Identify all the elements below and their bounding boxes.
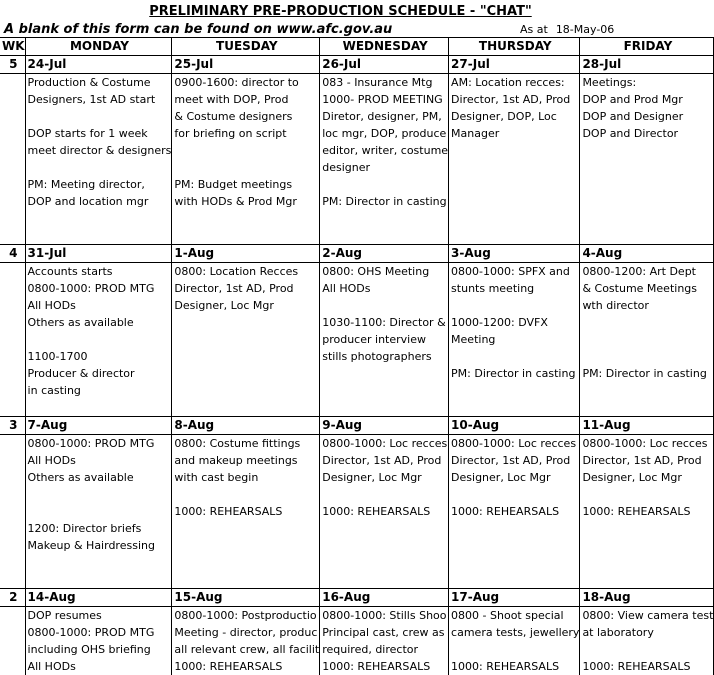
week-date-row bbox=[0, 245, 714, 263]
entry-cell[interactable]: 0800-1000: Postproductio bbox=[172, 607, 320, 625]
schedule-row bbox=[0, 142, 714, 159]
entry-cell[interactable]: 0800-1000: SPFX and bbox=[449, 263, 580, 281]
entry-cell[interactable]: All HODs bbox=[25, 452, 172, 469]
week-spacer bbox=[0, 641, 25, 658]
week-spacer bbox=[0, 624, 25, 641]
entry-cell[interactable] bbox=[320, 537, 449, 554]
entry-cell[interactable]: 0800-1000: PROD MTG bbox=[25, 435, 172, 453]
entry-cell[interactable]: 1000-1200: DVFX bbox=[449, 314, 580, 331]
date-cell: 7-Aug bbox=[25, 417, 172, 435]
schedule-row bbox=[0, 280, 714, 297]
week-spacer bbox=[0, 348, 25, 365]
entry-cell[interactable]: AM: Location recces: bbox=[449, 74, 580, 92]
as-at bbox=[520, 23, 622, 36]
entry-cell[interactable]: DOP and Designer bbox=[580, 108, 714, 125]
entry-cell[interactable] bbox=[320, 176, 449, 193]
entry-cell[interactable]: 1000: REHEARSALS bbox=[449, 658, 580, 675]
entry-cell[interactable]: Director, 1st AD, Prod bbox=[449, 91, 580, 108]
entry-cell[interactable]: camera tests, jewellery bbox=[449, 624, 580, 641]
entry-cell[interactable] bbox=[320, 399, 449, 417]
week-spacer bbox=[0, 280, 25, 297]
entry-cell[interactable] bbox=[449, 297, 580, 314]
schedule-row bbox=[0, 74, 714, 92]
week-spacer bbox=[0, 571, 25, 589]
entry-cell[interactable] bbox=[580, 537, 714, 554]
form-note: A blank of this form can be found on www.afc.gov.au bbox=[4, 22, 393, 37]
entry-cell[interactable]: PM: Meeting director, bbox=[25, 176, 172, 193]
entry-cell[interactable]: DOP starts for 1 week bbox=[25, 125, 172, 142]
date-cell: 16-Aug bbox=[320, 589, 449, 607]
entry-cell[interactable] bbox=[580, 382, 714, 399]
week-date-row bbox=[0, 417, 714, 435]
week-spacer bbox=[0, 331, 25, 348]
entry-cell[interactable]: 1000: REHEARSALS bbox=[449, 503, 580, 520]
entry-cell[interactable]: PM: Director in casting bbox=[449, 365, 580, 382]
entry-cell[interactable]: Accounts starts bbox=[25, 263, 172, 281]
entry-cell[interactable] bbox=[320, 571, 449, 589]
entry-cell[interactable]: Director, 1st AD, Prod bbox=[449, 452, 580, 469]
entry-cell[interactable]: 0800-1000: PROD MTG bbox=[25, 280, 172, 297]
entry-cell[interactable]: meet with DOP, Prod bbox=[172, 91, 320, 108]
schedule-row bbox=[0, 210, 714, 227]
date-cell: 3-Aug bbox=[449, 245, 580, 263]
header-wk: WK bbox=[0, 38, 25, 56]
entry-cell[interactable]: 1100-1700 bbox=[25, 348, 172, 365]
entry-cell[interactable] bbox=[449, 210, 580, 227]
week-number: 4 bbox=[0, 245, 25, 263]
date-cell: 14-Aug bbox=[25, 589, 172, 607]
date-cell: 26-Jul bbox=[320, 56, 449, 74]
entry-cell[interactable]: Designer, Loc Mgr bbox=[449, 469, 580, 486]
header-row bbox=[0, 38, 714, 56]
entry-cell[interactable] bbox=[172, 365, 320, 382]
date-cell: 8-Aug bbox=[172, 417, 320, 435]
entry-cell[interactable]: Principal cast, crew as bbox=[320, 624, 449, 641]
week-spacer bbox=[0, 607, 25, 625]
entry-cell[interactable] bbox=[172, 520, 320, 537]
schedule-row bbox=[0, 227, 714, 245]
date-cell: 25-Jul bbox=[172, 56, 320, 74]
entry-cell[interactable]: 0800-1000: Loc recces bbox=[320, 435, 449, 453]
week-spacer bbox=[0, 210, 25, 227]
entry-cell[interactable] bbox=[172, 227, 320, 245]
entry-cell[interactable]: 0900-1600: director to bbox=[172, 74, 320, 92]
entry-cell[interactable] bbox=[25, 108, 172, 125]
entry-cell[interactable] bbox=[320, 382, 449, 399]
entry-cell[interactable]: Diretor, designer, PM, bbox=[320, 108, 449, 125]
schedule-row bbox=[0, 607, 714, 625]
schedule-row bbox=[0, 263, 714, 281]
week-spacer bbox=[0, 91, 25, 108]
entry-cell[interactable] bbox=[580, 193, 714, 210]
entry-cell[interactable]: 1000: REHEARSALS bbox=[172, 658, 320, 675]
schedule-row bbox=[0, 382, 714, 399]
week-spacer bbox=[0, 435, 25, 453]
entry-cell[interactable]: 0800-1000: Loc recces bbox=[580, 435, 714, 453]
entry-cell[interactable] bbox=[25, 331, 172, 348]
entry-cell[interactable] bbox=[320, 365, 449, 382]
entry-cell[interactable]: wth director bbox=[580, 297, 714, 314]
entry-cell[interactable]: 1000: REHEARSALS bbox=[172, 503, 320, 520]
entry-cell[interactable]: DOP and Prod Mgr bbox=[580, 91, 714, 108]
entry-cell[interactable]: Designer, Loc Mgr bbox=[320, 469, 449, 486]
entry-cell[interactable]: PM: Director in casting bbox=[320, 193, 449, 210]
entry-cell[interactable]: Others as available bbox=[25, 469, 172, 486]
entry-cell[interactable]: PM: Budget meetings bbox=[172, 176, 320, 193]
entry-cell[interactable]: 1000: REHEARSALS bbox=[320, 658, 449, 675]
week-spacer bbox=[0, 452, 25, 469]
entry-cell[interactable] bbox=[449, 641, 580, 658]
entry-cell[interactable]: DOP and location mgr bbox=[25, 193, 172, 210]
schedule-row bbox=[0, 193, 714, 210]
schedule-row bbox=[0, 452, 714, 469]
date-cell: 10-Aug bbox=[449, 417, 580, 435]
entry-cell[interactable]: 1000- PROD MEETING bbox=[320, 91, 449, 108]
entry-cell[interactable]: Producer & director bbox=[25, 365, 172, 382]
schedule-row bbox=[0, 641, 714, 658]
week-spacer bbox=[0, 193, 25, 210]
entry-cell[interactable] bbox=[172, 399, 320, 417]
schedule-row bbox=[0, 108, 714, 125]
entry-cell[interactable] bbox=[580, 159, 714, 176]
entry-cell[interactable]: 0800: Location Recces bbox=[172, 263, 320, 281]
entry-cell[interactable]: Manager bbox=[449, 125, 580, 142]
entry-cell[interactable]: 0800-1000: PROD MTG bbox=[25, 624, 172, 641]
entry-cell[interactable]: with HODs & Prod Mgr bbox=[172, 193, 320, 210]
entry-cell[interactable]: All HODs bbox=[25, 658, 172, 675]
entry-cell[interactable] bbox=[172, 382, 320, 399]
entry-cell[interactable] bbox=[580, 176, 714, 193]
entry-cell[interactable]: All HODs bbox=[320, 280, 449, 297]
entry-cell[interactable]: in casting bbox=[25, 382, 172, 399]
entry-cell[interactable]: required, director bbox=[320, 641, 449, 658]
week-date-row bbox=[0, 56, 714, 74]
entry-cell[interactable] bbox=[449, 399, 580, 417]
entry-cell[interactable]: 083 - Insurance Mtg bbox=[320, 74, 449, 92]
week-spacer bbox=[0, 314, 25, 331]
date-cell: 11-Aug bbox=[580, 417, 714, 435]
week-spacer bbox=[0, 176, 25, 193]
schedule-row bbox=[0, 554, 714, 571]
entry-cell[interactable]: 1030-1100: Director & bbox=[320, 314, 449, 331]
entry-cell[interactable] bbox=[25, 399, 172, 417]
entry-cell[interactable]: 0800: View camera test bbox=[580, 607, 714, 625]
date-cell: 2-Aug bbox=[320, 245, 449, 263]
schedule-row bbox=[0, 624, 714, 641]
entry-cell[interactable] bbox=[172, 537, 320, 554]
entry-cell[interactable] bbox=[580, 399, 714, 417]
entry-cell[interactable] bbox=[449, 142, 580, 159]
entry-cell[interactable]: DOP resumes bbox=[25, 607, 172, 625]
entry-cell[interactable] bbox=[449, 227, 580, 245]
entry-cell[interactable]: for briefing on script bbox=[172, 125, 320, 142]
schedule-row bbox=[0, 125, 714, 142]
entry-cell[interactable] bbox=[172, 331, 320, 348]
header-day: FRIDAY bbox=[580, 38, 714, 56]
entry-cell[interactable] bbox=[25, 503, 172, 520]
date-cell: 18-Aug bbox=[580, 589, 714, 607]
schedule-row bbox=[0, 91, 714, 108]
entry-cell[interactable]: 0800-1200: Art Dept bbox=[580, 263, 714, 281]
entry-cell[interactable]: 0800-1000: Loc recces bbox=[449, 435, 580, 453]
as-at-date: 18-May-06 bbox=[555, 23, 615, 36]
entry-cell[interactable]: Designer, Loc Mgr bbox=[172, 297, 320, 314]
entry-cell[interactable]: PM: Director in casting bbox=[580, 365, 714, 382]
week-number: 3 bbox=[0, 417, 25, 435]
entry-cell[interactable] bbox=[580, 314, 714, 331]
entry-cell[interactable]: producer interview bbox=[320, 331, 449, 348]
entry-cell[interactable] bbox=[25, 159, 172, 176]
entry-cell[interactable] bbox=[172, 554, 320, 571]
header-day: WEDNESDAY bbox=[320, 38, 449, 56]
week-spacer bbox=[0, 365, 25, 382]
entry-cell[interactable] bbox=[580, 641, 714, 658]
entry-cell[interactable]: including OHS briefing bbox=[25, 641, 172, 658]
entry-cell[interactable] bbox=[449, 193, 580, 210]
date-cell: 1-Aug bbox=[172, 245, 320, 263]
entry-cell[interactable] bbox=[449, 520, 580, 537]
entry-cell[interactable] bbox=[580, 520, 714, 537]
date-cell: 24-Jul bbox=[25, 56, 172, 74]
entry-cell[interactable] bbox=[172, 486, 320, 503]
entry-cell[interactable] bbox=[449, 537, 580, 554]
schedule-row bbox=[0, 331, 714, 348]
entry-cell[interactable]: Meeting - director, produc bbox=[172, 624, 320, 641]
schedule-row bbox=[0, 176, 714, 193]
entry-cell[interactable] bbox=[449, 176, 580, 193]
entry-cell[interactable] bbox=[580, 142, 714, 159]
entry-cell[interactable] bbox=[580, 210, 714, 227]
entry-cell[interactable] bbox=[320, 554, 449, 571]
entry-cell[interactable] bbox=[580, 486, 714, 503]
entry-cell[interactable] bbox=[580, 554, 714, 571]
entry-cell[interactable] bbox=[25, 227, 172, 245]
schedule-row bbox=[0, 571, 714, 589]
entry-cell[interactable]: meet director & designers bbox=[25, 142, 172, 159]
entry-cell[interactable]: & Costume Meetings bbox=[580, 280, 714, 297]
entry-cell[interactable]: all relevant crew, all facilit bbox=[172, 641, 320, 658]
entry-cell[interactable]: 1000: REHEARSALS bbox=[320, 503, 449, 520]
entry-cell[interactable]: & Costume designers bbox=[172, 108, 320, 125]
entry-cell[interactable] bbox=[449, 159, 580, 176]
schedule-row bbox=[0, 297, 714, 314]
entry-cell[interactable] bbox=[320, 210, 449, 227]
week-spacer bbox=[0, 537, 25, 554]
entry-cell[interactable]: at laboratory bbox=[580, 624, 714, 641]
entry-cell[interactable] bbox=[172, 314, 320, 331]
schedule-row bbox=[0, 537, 714, 554]
entry-cell[interactable]: Director, 1st AD, Prod bbox=[320, 452, 449, 469]
entry-cell[interactable]: 1000: REHEARSALS bbox=[580, 658, 714, 675]
entry-cell[interactable]: Designer, DOP, Loc bbox=[449, 108, 580, 125]
header-day: TUESDAY bbox=[172, 38, 320, 56]
week-spacer bbox=[0, 382, 25, 399]
date-cell: 31-Jul bbox=[25, 245, 172, 263]
header-day: MONDAY bbox=[25, 38, 172, 56]
date-cell: 27-Jul bbox=[449, 56, 580, 74]
week-number: 5 bbox=[0, 56, 25, 74]
entry-cell[interactable] bbox=[320, 520, 449, 537]
entry-cell[interactable]: 0800-1000: Stills Shoo bbox=[320, 607, 449, 625]
schedule-row bbox=[0, 658, 714, 675]
entry-cell[interactable] bbox=[320, 227, 449, 245]
week-date-row bbox=[0, 589, 714, 607]
week-spacer bbox=[0, 554, 25, 571]
schedule-row bbox=[0, 520, 714, 537]
as-at-label: As at bbox=[520, 23, 548, 36]
week-spacer bbox=[0, 159, 25, 176]
entry-cell[interactable]: and makeup meetings bbox=[172, 452, 320, 469]
schedule-row bbox=[0, 399, 714, 417]
entry-cell[interactable]: Director, 1st AD, Prod bbox=[580, 452, 714, 469]
schedule-row bbox=[0, 314, 714, 331]
entry-cell[interactable] bbox=[25, 571, 172, 589]
week-spacer bbox=[0, 297, 25, 314]
entry-cell[interactable] bbox=[580, 348, 714, 365]
entry-cell[interactable] bbox=[580, 331, 714, 348]
schedule-row bbox=[0, 348, 714, 365]
entry-cell[interactable] bbox=[320, 486, 449, 503]
entry-cell[interactable]: designer bbox=[320, 159, 449, 176]
week-spacer bbox=[0, 469, 25, 486]
entry-cell[interactable]: 0800: Costume fittings bbox=[172, 435, 320, 453]
entry-cell[interactable] bbox=[172, 159, 320, 176]
entry-cell[interactable] bbox=[25, 486, 172, 503]
entry-cell[interactable]: Production & Costume bbox=[25, 74, 172, 92]
date-cell: 28-Jul bbox=[580, 56, 714, 74]
entry-cell[interactable]: Director, 1st AD, Prod bbox=[172, 280, 320, 297]
week-spacer bbox=[0, 227, 25, 245]
week-spacer bbox=[0, 108, 25, 125]
entry-cell[interactable]: DOP and Director bbox=[580, 125, 714, 142]
entry-cell[interactable] bbox=[320, 297, 449, 314]
week-spacer bbox=[0, 503, 25, 520]
entry-cell[interactable] bbox=[449, 571, 580, 589]
entry-cell[interactable] bbox=[172, 571, 320, 589]
week-spacer bbox=[0, 486, 25, 503]
schedule-grid bbox=[0, 37, 714, 675]
entry-cell[interactable] bbox=[172, 348, 320, 365]
entry-cell[interactable] bbox=[580, 571, 714, 589]
entry-cell[interactable] bbox=[25, 554, 172, 571]
entry-cell[interactable]: Designer, Loc Mgr bbox=[580, 469, 714, 486]
entry-cell[interactable] bbox=[449, 486, 580, 503]
entry-cell[interactable]: loc mgr, DOP, produce bbox=[320, 125, 449, 142]
date-cell: 15-Aug bbox=[172, 589, 320, 607]
week-spacer bbox=[0, 74, 25, 92]
week-spacer bbox=[0, 399, 25, 417]
week-spacer bbox=[0, 142, 25, 159]
entry-cell[interactable]: editor, writer, costume bbox=[320, 142, 449, 159]
schedule-row bbox=[0, 469, 714, 486]
entry-cell[interactable]: Meeting bbox=[449, 331, 580, 348]
entry-cell[interactable]: Designers, 1st AD start bbox=[25, 91, 172, 108]
header-day: THURSDAY bbox=[449, 38, 580, 56]
schedule-row bbox=[0, 435, 714, 453]
entry-cell[interactable]: 1000: REHEARSALS bbox=[580, 503, 714, 520]
entry-cell[interactable]: Meetings: bbox=[580, 74, 714, 92]
entry-cell[interactable] bbox=[580, 227, 714, 245]
date-cell: 4-Aug bbox=[580, 245, 714, 263]
week-number: 2 bbox=[0, 589, 25, 607]
entry-cell[interactable] bbox=[449, 348, 580, 365]
entry-cell[interactable]: 0800: OHS Meeting bbox=[320, 263, 449, 281]
entry-cell[interactable] bbox=[449, 554, 580, 571]
entry-cell[interactable] bbox=[172, 210, 320, 227]
week-spacer bbox=[0, 125, 25, 142]
schedule-title: PRELIMINARY PRE-PRODUCTION SCHEDULE - "CHAT" bbox=[149, 4, 532, 19]
week-spacer bbox=[0, 658, 25, 675]
entry-cell[interactable]: 0800 - Shoot special bbox=[449, 607, 580, 625]
date-cell: 9-Aug bbox=[320, 417, 449, 435]
schedule-row bbox=[0, 486, 714, 503]
entry-cell[interactable]: stunts meeting bbox=[449, 280, 580, 297]
date-cell: 17-Aug bbox=[449, 589, 580, 607]
week-spacer bbox=[0, 520, 25, 537]
entry-cell[interactable] bbox=[172, 142, 320, 159]
entry-cell[interactable]: stills photographers bbox=[320, 348, 449, 365]
entry-cell[interactable]: Makeup & Hairdressing bbox=[25, 537, 172, 554]
schedule-row bbox=[0, 159, 714, 176]
entry-cell[interactable]: 1200: Director briefs bbox=[25, 520, 172, 537]
entry-cell[interactable]: Others as available bbox=[25, 314, 172, 331]
week-spacer bbox=[0, 263, 25, 281]
entry-cell[interactable] bbox=[25, 210, 172, 227]
schedule-row bbox=[0, 365, 714, 382]
entry-cell[interactable] bbox=[449, 382, 580, 399]
entry-cell[interactable]: All HODs bbox=[25, 297, 172, 314]
entry-cell[interactable]: with cast begin bbox=[172, 469, 320, 486]
schedule-row bbox=[0, 503, 714, 520]
